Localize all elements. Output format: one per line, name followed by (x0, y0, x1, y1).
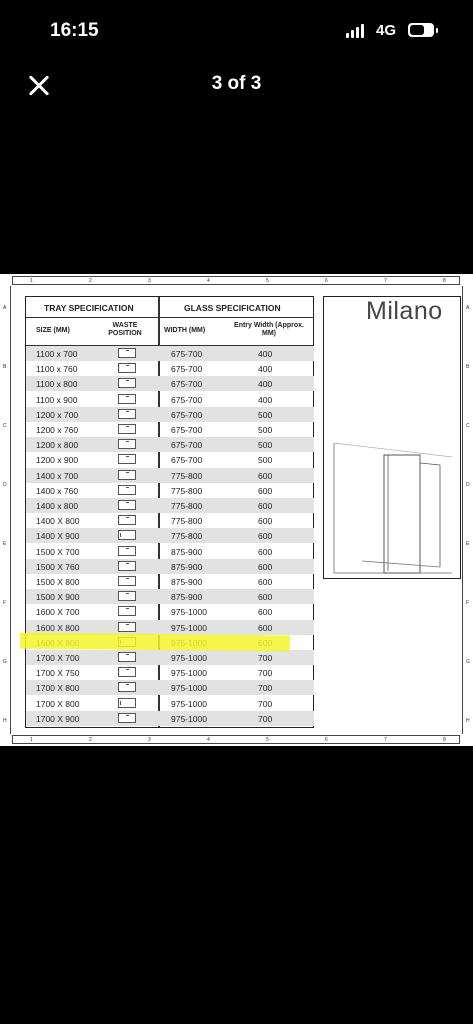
waste-position-icon (118, 713, 136, 723)
entry-width-cell: 700 (258, 683, 273, 694)
waste-position-icon (118, 439, 136, 449)
table-row (26, 589, 314, 604)
network-type: 4G (376, 22, 397, 39)
grid-column-label: 2 (89, 278, 92, 284)
tray-size-cell: 1500 X 700 (36, 546, 80, 557)
tray-size-cell: 1400 x 760 (36, 485, 79, 496)
waste-position-icon (118, 500, 136, 510)
table-row (26, 483, 314, 498)
grid-row-label: G (3, 659, 7, 665)
glass-width-cell: 775-800 (171, 531, 203, 542)
grid-row-label: H (3, 718, 7, 724)
table-row (26, 498, 314, 513)
glass-width-cell: 675-700 (171, 440, 203, 451)
tray-size-cell: 1200 x 800 (36, 440, 79, 451)
waste-position-icon (118, 591, 136, 601)
table-row (26, 437, 314, 452)
table-row (26, 696, 314, 711)
glass-spec-heading: GLASS SPECIFICATION (184, 303, 281, 313)
col-waste-header: WASTE POSITION (108, 322, 142, 337)
table-row (26, 528, 314, 543)
table-row (26, 376, 314, 391)
grid-row-label: B (3, 364, 7, 370)
waste-position-icon (118, 378, 136, 388)
waste-position-icon (118, 454, 136, 464)
status-time: 16:15 (50, 20, 99, 41)
glass-width-cell: 975-1000 (171, 698, 207, 709)
table-row (26, 361, 314, 376)
entry-width-cell: 600 (258, 546, 273, 557)
grid-column-label: 8 (443, 737, 446, 743)
grid-row-label: C (466, 423, 470, 429)
glass-width-cell: 675-700 (171, 455, 203, 466)
tray-size-cell: 1200 x 900 (36, 455, 79, 466)
glass-width-cell: 775-800 (171, 470, 203, 481)
grid-row-label: A (466, 305, 470, 311)
tray-size-cell: 1700 X 700 (36, 653, 80, 663)
table-row (26, 452, 314, 467)
table-row (26, 346, 314, 361)
waste-position-icon (118, 470, 136, 480)
grid-column-label: 7 (384, 737, 387, 743)
grid-ruler-right (462, 286, 473, 734)
tray-size-cell: 1400 X 900 (36, 531, 80, 542)
table-row (26, 468, 314, 483)
waste-position-icon (118, 576, 136, 586)
grid-row-label: B (466, 364, 470, 370)
table-row (26, 665, 314, 680)
waste-position-icon (118, 682, 136, 692)
glass-width-cell: 975-1000 (171, 607, 207, 618)
glass-width-cell: 675-700 (171, 409, 203, 420)
grid-column-label: 8 (443, 278, 446, 284)
highlighter-mark (20, 633, 290, 652)
tray-size-cell: 1700 X 800 (36, 698, 80, 709)
shower-screen-sketch (332, 441, 454, 577)
entry-width-cell: 500 (258, 440, 273, 451)
entry-width-cell: 600 (258, 607, 273, 618)
tray-size-cell: 1600 X 700 (36, 607, 80, 618)
waste-position-icon (118, 515, 136, 525)
table-row (26, 559, 314, 574)
entry-width-cell: 600 (258, 485, 273, 496)
entry-width-cell: 700 (258, 668, 273, 679)
grid-row-label: E (466, 541, 470, 547)
grid-column-label: 3 (148, 278, 151, 284)
specification-table (25, 296, 314, 728)
grid-column-label: 7 (384, 278, 387, 284)
tray-size-cell: 1500 X 800 (36, 577, 80, 587)
glass-width-cell: 975-1000 (171, 683, 207, 694)
waste-position-icon (118, 606, 136, 616)
grid-column-label: 6 (325, 278, 328, 284)
grid-ruler-left (0, 286, 11, 734)
table-row (26, 392, 314, 407)
glass-width-cell: 675-700 (171, 364, 203, 375)
table-row (26, 650, 314, 665)
glass-width-cell: 675-700 (171, 394, 203, 405)
glass-width-cell: 675-700 (171, 425, 203, 435)
tray-size-cell: 1400 x 800 (36, 501, 79, 511)
table-row (26, 711, 314, 726)
tray-size-cell: 1100 x 700 (36, 349, 78, 359)
glass-width-cell: 775-800 (171, 516, 203, 527)
entry-width-cell: 600 (258, 531, 273, 542)
table-row (26, 574, 314, 589)
entry-width-cell: 400 (258, 349, 273, 359)
entry-width-cell: 600 (258, 501, 273, 511)
signal-bars-icon (346, 24, 364, 38)
glass-width-cell: 775-800 (171, 501, 203, 511)
table-row (26, 544, 314, 559)
glass-width-cell: 875-900 (171, 592, 203, 603)
grid-column-label: 1 (30, 278, 33, 284)
grid-column-label: 2 (89, 737, 92, 743)
tray-size-cell: 1100 x 760 (36, 364, 78, 375)
waste-position-icon (118, 409, 136, 419)
grid-row-label: E (3, 541, 7, 547)
grid-column-label: 6 (325, 737, 328, 743)
grid-column-label: 4 (207, 278, 210, 284)
entry-width-cell: 600 (258, 470, 273, 481)
waste-position-icon (118, 698, 136, 708)
grid-column-label: 1 (30, 737, 33, 743)
grid-row-label: F (466, 600, 470, 606)
glass-width-cell: 675-700 (171, 379, 203, 390)
entry-width-cell: 700 (258, 653, 273, 663)
col-width-header: WIDTH (MM) (164, 327, 206, 334)
table-row (26, 604, 314, 619)
col-entry-header: Entry Width (Approx. MM) (234, 322, 304, 337)
table-row (26, 407, 314, 422)
waste-position-icon (118, 530, 136, 540)
glass-width-cell: 975-1000 (171, 622, 207, 633)
entry-width-cell: 600 (258, 516, 273, 527)
waste-position-icon (118, 424, 136, 434)
entry-width-cell: 500 (258, 425, 273, 435)
waste-position-icon (118, 667, 136, 677)
entry-width-cell: 600 (258, 561, 273, 572)
grid-ruler-bottom (12, 735, 460, 744)
grid-row-label: H (466, 718, 470, 724)
waste-position-icon (118, 652, 136, 662)
grid-column-label: 4 (207, 737, 210, 743)
grid-row-label: D (466, 482, 470, 488)
tray-size-cell: 1700 X 900 (36, 713, 80, 724)
grid-row-label: C (3, 423, 7, 429)
tray-size-cell: 1700 X 750 (36, 668, 80, 679)
grid-column-label: 5 (266, 737, 269, 743)
battery-icon (408, 23, 434, 37)
glass-width-cell: 975-1000 (171, 668, 207, 679)
tray-size-cell: 1700 X 800 (36, 683, 80, 694)
table-row (26, 513, 314, 528)
entry-width-cell: 600 (258, 592, 273, 603)
waste-position-icon (118, 363, 136, 373)
glass-width-cell: 975-1000 (171, 653, 207, 663)
entry-width-cell: 600 (258, 577, 273, 587)
tray-size-cell: 1100 x 900 (36, 394, 78, 405)
col-size-header: SIZE (MM) (36, 327, 70, 334)
glass-width-cell: 875-900 (171, 577, 203, 587)
glass-width-cell: 775-800 (171, 485, 203, 496)
grid-row-label: D (3, 482, 7, 488)
waste-position-icon (118, 561, 136, 571)
brand-logo: Milano (366, 297, 443, 325)
waste-position-icon (118, 485, 136, 495)
grid-row-label: A (3, 305, 7, 311)
waste-position-icon (118, 348, 136, 358)
tray-spec-heading: TRAY SPECIFICATION (44, 303, 134, 313)
entry-width-cell: 700 (258, 698, 273, 709)
waste-position-icon (118, 394, 136, 404)
glass-width-cell: 875-900 (171, 561, 203, 572)
tray-size-cell: 1100 x 800 (36, 379, 78, 390)
table-row (26, 422, 314, 437)
entry-width-cell: 400 (258, 364, 273, 375)
grid-ruler-top (12, 276, 460, 285)
grid-column-label: 3 (148, 737, 151, 743)
product-panel (323, 296, 461, 579)
table-row (26, 680, 314, 695)
glass-width-cell: 975-1000 (171, 713, 207, 724)
entry-width-cell: 700 (258, 713, 273, 724)
grid-column-label: 5 (266, 278, 269, 284)
status-bar (0, 0, 473, 60)
entry-width-cell: 500 (258, 409, 273, 420)
tray-size-cell: 1500 X 760 (36, 561, 80, 572)
waste-position-icon (118, 622, 136, 632)
waste-position-icon (118, 546, 136, 556)
grid-row-label: G (466, 659, 470, 665)
image-counter: 3 of 3 (211, 73, 262, 94)
tray-size-cell: 1400 x 700 (36, 470, 79, 481)
entry-width-cell: 500 (258, 455, 273, 466)
glass-width-cell: 875-900 (171, 546, 203, 557)
tray-size-cell: 1200 x 700 (36, 409, 79, 420)
grid-row-label: F (3, 600, 7, 606)
entry-width-cell: 600 (258, 622, 273, 633)
entry-width-cell: 400 (258, 394, 273, 405)
entry-width-cell: 400 (258, 379, 273, 390)
tray-size-cell: 1500 X 900 (36, 592, 80, 603)
tray-size-cell: 1200 x 760 (36, 425, 79, 435)
tray-size-cell: 1600 X 800 (36, 622, 80, 633)
tray-size-cell: 1400 X 800 (36, 516, 80, 527)
glass-width-cell: 675-700 (171, 349, 203, 359)
